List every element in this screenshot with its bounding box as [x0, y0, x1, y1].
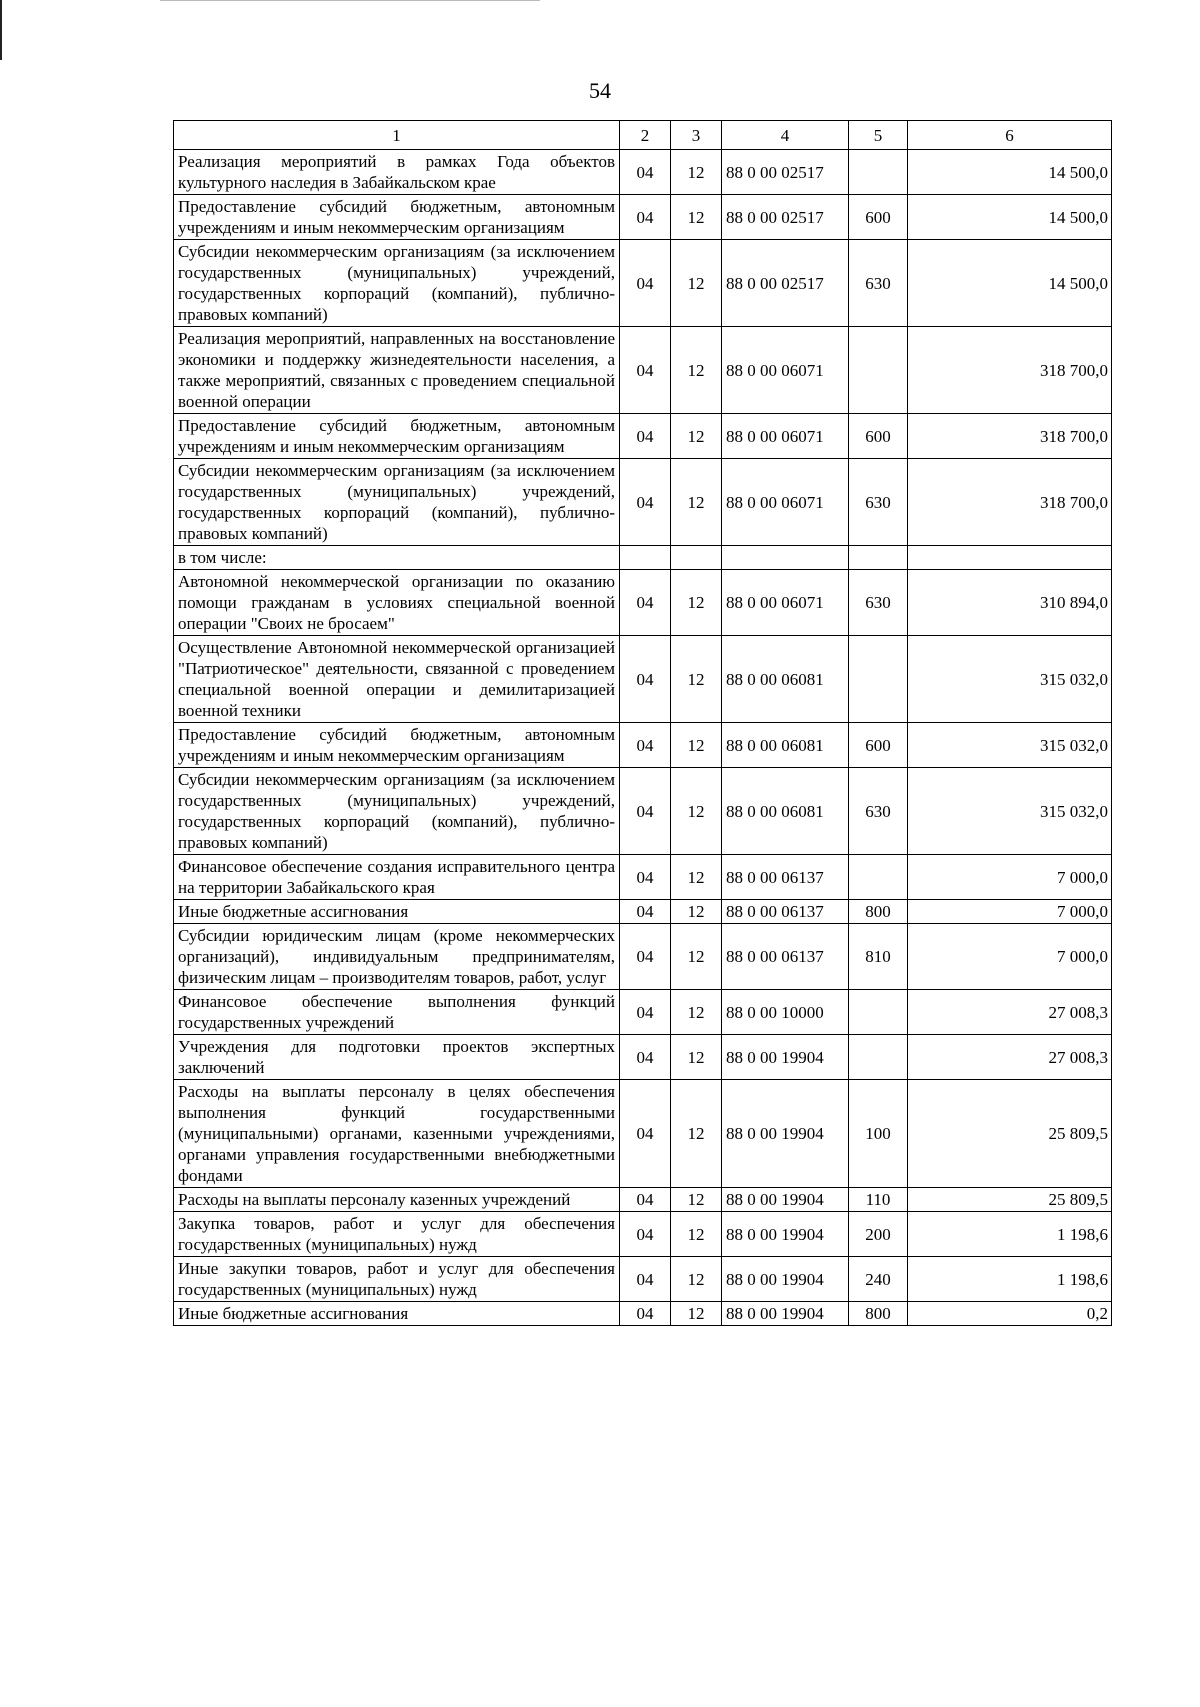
cell-amount: 318 700,0: [908, 459, 1112, 546]
cell-amount: 318 700,0: [908, 414, 1112, 459]
cell-expense-type: 800: [849, 1302, 908, 1326]
cell-subsection: 12: [671, 1188, 722, 1212]
cell-section: 04: [620, 414, 671, 459]
cell-expense-type: 800: [849, 900, 908, 924]
header-col-3: 3: [671, 121, 722, 150]
cell-amount: 315 032,0: [908, 723, 1112, 768]
table-body: [174, 150, 1112, 1326]
cell-expense-type: 600: [849, 723, 908, 768]
cell-amount: 318 700,0: [908, 327, 1112, 414]
table-row: [174, 459, 1112, 546]
cell-section: [620, 546, 671, 570]
cell-expense-type: [849, 546, 908, 570]
cell-subsection: 12: [671, 1257, 722, 1302]
cell-subsection: 12: [671, 570, 722, 636]
cell-section: 04: [620, 150, 671, 195]
cell-amount: 14 500,0: [908, 150, 1112, 195]
cell-name: Субсидии некоммерческим организациям (за исключением государственных (муниципальных) учреждений, государственных корпораций (компаний), публично-правовых компаний): [174, 459, 620, 546]
cell-name: в том числе:: [174, 546, 620, 570]
cell-expense-type: 600: [849, 414, 908, 459]
header-row: [174, 121, 1112, 150]
page-number: 54: [589, 78, 611, 103]
cell-name: Иные закупки товаров, работ и услуг для обеспечения государственных (муниципальных) нужд: [174, 1257, 620, 1302]
cell-subsection: 12: [671, 240, 722, 327]
cell-expense-type: 240: [849, 1257, 908, 1302]
table-row: [174, 768, 1112, 855]
cell-section: 04: [620, 855, 671, 900]
cell-subsection: 12: [671, 1302, 722, 1326]
cell-section: 04: [620, 1080, 671, 1188]
cell-amount: 1 198,6: [908, 1257, 1112, 1302]
cell-name: Предоставление субсидий бюджетным, автономным учреждениям и иным некоммерческим организациям: [174, 414, 620, 459]
table-row: [174, 240, 1112, 327]
cell-name: Реализация мероприятий, направленных на восстановление экономики и поддержку жизнедеятельности населения, а также мероприятий, связанных с проведением специальной военной операции: [174, 327, 620, 414]
header-col-4: 4: [722, 121, 849, 150]
cell-expense-type: 100: [849, 1080, 908, 1188]
cell-subsection: 12: [671, 924, 722, 990]
table-row: [174, 924, 1112, 990]
cell-target-article: 88 0 00 19904: [722, 1188, 849, 1212]
header-col-6: 6: [908, 121, 1112, 150]
cell-expense-type: [849, 327, 908, 414]
cell-amount: 7 000,0: [908, 900, 1112, 924]
cell-section: 04: [620, 900, 671, 924]
cell-subsection: 12: [671, 768, 722, 855]
cell-name: Закупка товаров, работ и услуг для обеспечения государственных (муниципальных) нужд: [174, 1212, 620, 1257]
cell-target-article: [722, 546, 849, 570]
cell-section: 04: [620, 768, 671, 855]
scan-edge-mark: [0, 0, 2, 60]
table-row: [174, 570, 1112, 636]
cell-name: Предоставление субсидий бюджетным, автономным учреждениям и иным некоммерческим организациям: [174, 195, 620, 240]
cell-name: Субсидии некоммерческим организациям (за исключением государственных (муниципальных) учреждений, государственных корпораций (компаний), публично-правовых компаний): [174, 768, 620, 855]
cell-target-article: 88 0 00 19904: [722, 1257, 849, 1302]
cell-amount: 7 000,0: [908, 855, 1112, 900]
cell-section: 04: [620, 327, 671, 414]
cell-expense-type: 630: [849, 240, 908, 327]
table-row: [174, 636, 1112, 723]
table-row: [174, 546, 1112, 570]
table-row: [174, 855, 1112, 900]
cell-name: Расходы на выплаты персоналу в целях обеспечения выполнения функций государственными (муниципальными) органами, казенными учреждениями, органами управления государственными внебюджетными фондами: [174, 1080, 620, 1188]
cell-name: Субсидии юридическим лицам (кроме некоммерческих организаций), индивидуальным предпринимателям, физическим лицам – производителям товаров, работ, услуг: [174, 924, 620, 990]
cell-name: Финансовое обеспечение создания исправительного центра на территории Забайкальского края: [174, 855, 620, 900]
cell-target-article: 88 0 00 06081: [722, 636, 849, 723]
cell-amount: 7 000,0: [908, 924, 1112, 990]
cell-expense-type: 630: [849, 570, 908, 636]
cell-section: 04: [620, 1257, 671, 1302]
cell-amount: 25 809,5: [908, 1188, 1112, 1212]
scan-top-rule: [160, 0, 540, 1]
cell-target-article: 88 0 00 06071: [722, 327, 849, 414]
cell-expense-type: [849, 990, 908, 1035]
cell-target-article: 88 0 00 02517: [722, 240, 849, 327]
cell-expense-type: 600: [849, 195, 908, 240]
table-row: [174, 150, 1112, 195]
cell-subsection: 12: [671, 1080, 722, 1188]
table-row: [174, 1080, 1112, 1188]
cell-expense-type: 630: [849, 459, 908, 546]
cell-section: 04: [620, 240, 671, 327]
cell-name: Реализация мероприятий в рамках Года объектов культурного наследия в Забайкальском крае: [174, 150, 620, 195]
cell-section: 04: [620, 195, 671, 240]
table-row: [174, 990, 1112, 1035]
cell-expense-type: 630: [849, 768, 908, 855]
cell-name: Предоставление субсидий бюджетным, автономным учреждениям и иным некоммерческим организациям: [174, 723, 620, 768]
cell-name: Расходы на выплаты персоналу казенных учреждений: [174, 1188, 620, 1212]
cell-expense-type: [849, 150, 908, 195]
cell-amount: 27 008,3: [908, 1035, 1112, 1080]
cell-subsection: 12: [671, 150, 722, 195]
cell-subsection: 12: [671, 855, 722, 900]
cell-amount: 315 032,0: [908, 768, 1112, 855]
cell-subsection: 12: [671, 327, 722, 414]
cell-section: 04: [620, 459, 671, 546]
cell-name: Иные бюджетные ассигнования: [174, 1302, 620, 1326]
cell-name: Осуществление Автономной некоммерческой организацией "Патриотическое" деятельности, связанной с проведением специальной военной операции и демилитаризацией военной техники: [174, 636, 620, 723]
cell-target-article: 88 0 00 02517: [722, 195, 849, 240]
header-col-2: 2: [620, 121, 671, 150]
cell-subsection: [671, 546, 722, 570]
cell-amount: [908, 546, 1112, 570]
cell-section: 04: [620, 924, 671, 990]
cell-amount: 315 032,0: [908, 636, 1112, 723]
table-row: [174, 900, 1112, 924]
cell-target-article: 88 0 00 19904: [722, 1035, 849, 1080]
cell-expense-type: [849, 1035, 908, 1080]
cell-name: Финансовое обеспечение выполнения функций государственных учреждений: [174, 990, 620, 1035]
cell-section: 04: [620, 570, 671, 636]
cell-subsection: 12: [671, 636, 722, 723]
table-row: [174, 1188, 1112, 1212]
cell-section: 04: [620, 1035, 671, 1080]
cell-name: Субсидии некоммерческим организациям (за исключением государственных (муниципальных) учреждений, государственных корпораций (компаний), публично-правовых компаний): [174, 240, 620, 327]
cell-section: 04: [620, 723, 671, 768]
cell-expense-type: [849, 636, 908, 723]
cell-amount: 25 809,5: [908, 1080, 1112, 1188]
cell-section: 04: [620, 990, 671, 1035]
cell-subsection: 12: [671, 990, 722, 1035]
table-row: [174, 1257, 1112, 1302]
cell-subsection: 12: [671, 723, 722, 768]
cell-target-article: 88 0 00 06071: [722, 414, 849, 459]
cell-target-article: 88 0 00 06071: [722, 459, 849, 546]
cell-target-article: 88 0 00 10000: [722, 990, 849, 1035]
cell-section: 04: [620, 636, 671, 723]
cell-section: 04: [620, 1212, 671, 1257]
cell-amount: 0,2: [908, 1302, 1112, 1326]
cell-amount: 27 008,3: [908, 990, 1112, 1035]
cell-target-article: 88 0 00 06081: [722, 723, 849, 768]
cell-section: 04: [620, 1302, 671, 1326]
budget-table: [173, 120, 1112, 1326]
cell-target-article: 88 0 00 06137: [722, 924, 849, 990]
cell-target-article: 88 0 00 06137: [722, 855, 849, 900]
cell-subsection: 12: [671, 1212, 722, 1257]
cell-expense-type: [849, 855, 908, 900]
cell-subsection: 12: [671, 900, 722, 924]
table-row: [174, 414, 1112, 459]
cell-target-article: 88 0 00 06071: [722, 570, 849, 636]
cell-amount: 14 500,0: [908, 240, 1112, 327]
cell-subsection: 12: [671, 414, 722, 459]
cell-section: 04: [620, 1188, 671, 1212]
cell-amount: 14 500,0: [908, 195, 1112, 240]
cell-amount: 310 894,0: [908, 570, 1112, 636]
cell-amount: 1 198,6: [908, 1212, 1112, 1257]
table-row: [174, 1302, 1112, 1326]
cell-target-article: 88 0 00 19904: [722, 1302, 849, 1326]
cell-target-article: 88 0 00 02517: [722, 150, 849, 195]
cell-expense-type: 200: [849, 1212, 908, 1257]
cell-name: Автономной некоммерческой организации по оказанию помощи гражданам в условиях специальной военной операции "Своих не бросаем": [174, 570, 620, 636]
cell-target-article: 88 0 00 19904: [722, 1080, 849, 1188]
table-row: [174, 1212, 1112, 1257]
cell-subsection: 12: [671, 195, 722, 240]
cell-expense-type: 810: [849, 924, 908, 990]
cell-subsection: 12: [671, 459, 722, 546]
table-row: [174, 327, 1112, 414]
cell-expense-type: 110: [849, 1188, 908, 1212]
header-col-1: 1: [174, 121, 620, 150]
table-row: [174, 1035, 1112, 1080]
cell-name: Учреждения для подготовки проектов экспертных заключений: [174, 1035, 620, 1080]
table-row: [174, 195, 1112, 240]
cell-target-article: 88 0 00 19904: [722, 1212, 849, 1257]
table-row: [174, 723, 1112, 768]
cell-target-article: 88 0 00 06081: [722, 768, 849, 855]
header-col-5: 5: [849, 121, 908, 150]
cell-subsection: 12: [671, 1035, 722, 1080]
cell-target-article: 88 0 00 06137: [722, 900, 849, 924]
cell-name: Иные бюджетные ассигнования: [174, 900, 620, 924]
